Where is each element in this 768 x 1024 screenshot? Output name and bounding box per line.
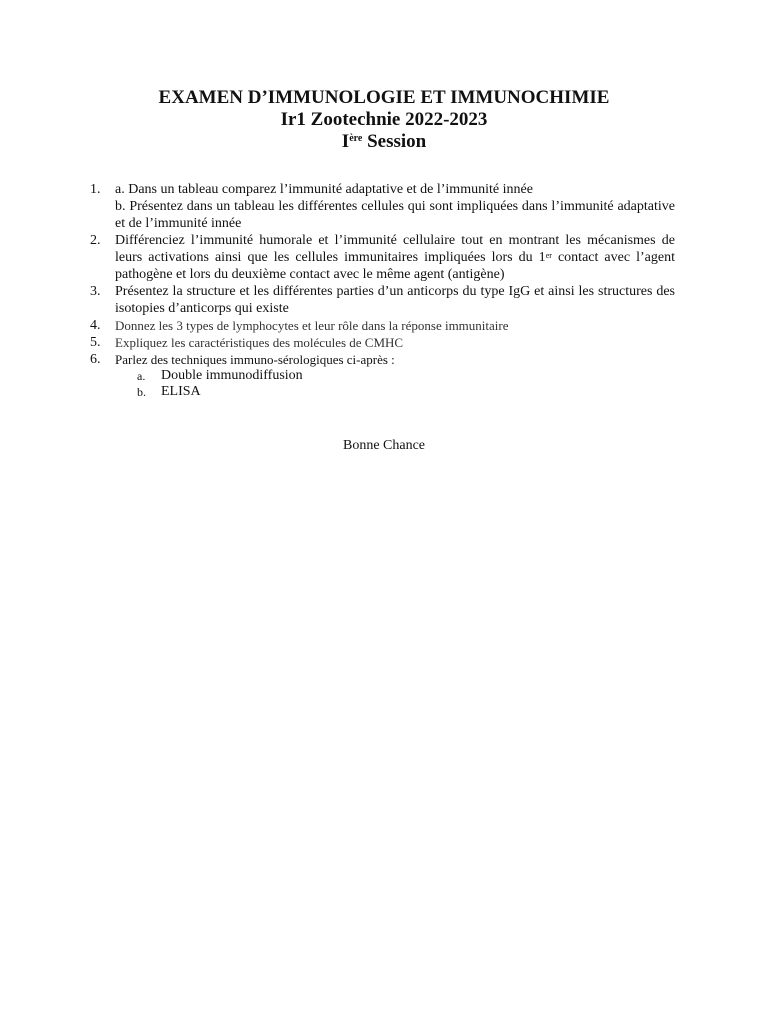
question-6-item-b <box>90 384 675 400</box>
question-1-part-a: a. Dans un tableau comparez l’immunité adaptative et de l’immunité innée <box>115 182 533 197</box>
question-4 <box>90 317 675 334</box>
item-text: Double immunodiffusion <box>161 368 303 383</box>
question-2-text-after: contact avec l’agent pathogène et lors du deuxième contact avec le même agent (antigène) <box>115 250 676 282</box>
question-number: 4. <box>90 318 101 333</box>
exam-session <box>0 131 768 153</box>
question-number: 3. <box>90 284 101 299</box>
session-superscript: ère <box>349 133 363 144</box>
question-list <box>90 181 675 400</box>
question-5-text: Expliquez les caractéristiques des molécules de CMHC <box>115 335 404 350</box>
question-4-text: Donnez les 3 types de lymphocytes et leur rôle dans la réponse immunitaire <box>115 318 509 333</box>
session-prefix: I <box>341 131 350 152</box>
exam-subtitle: Ir1 Zootechnie 2022-2023 <box>280 109 488 130</box>
question-6 <box>90 351 675 368</box>
question-number: 2. <box>90 233 101 248</box>
question-2-text-before: Différenciez l’immunité humorale et l’immunité cellulaire tout en montrant les mécanismes de leurs activations ainsi que les cellules immunitaires impliquées lors du 1 <box>115 233 675 265</box>
question-1-part-b: b. Présentez dans un tableau les différentes cellules qui sont impliquées dans l’immunité adaptative et de l’immunité innée <box>115 199 675 231</box>
question-3 <box>90 283 675 317</box>
closing-text: Bonne Chance <box>342 438 426 453</box>
item-letter: b. <box>137 385 146 399</box>
question-number: 5. <box>90 335 101 350</box>
question-2-text <box>115 232 675 283</box>
item-letter: a. <box>137 369 146 383</box>
question-number: 6. <box>90 352 101 367</box>
question-2-superscript: er <box>545 251 552 260</box>
question-6-item-a <box>90 368 675 384</box>
session-word: Session <box>367 131 427 152</box>
question-6-text: Parlez des techniques immuno-sérologiques ci-après : <box>115 352 395 367</box>
question-5 <box>90 334 675 351</box>
exam-title: EXAMEN D’IMMUNOLOGIE ET IMMUNOCHIMIE <box>158 87 610 108</box>
question-1 <box>90 181 675 232</box>
question-number: 1. <box>90 182 101 197</box>
question-3-text: Présentez la structure et les différentes parties d’un anticorps du type IgG et ainsi les structures des isotopies d’anticorps qui existe <box>115 284 675 316</box>
exam-header <box>0 87 768 153</box>
item-text: ELISA <box>161 384 201 399</box>
question-2 <box>90 232 675 283</box>
